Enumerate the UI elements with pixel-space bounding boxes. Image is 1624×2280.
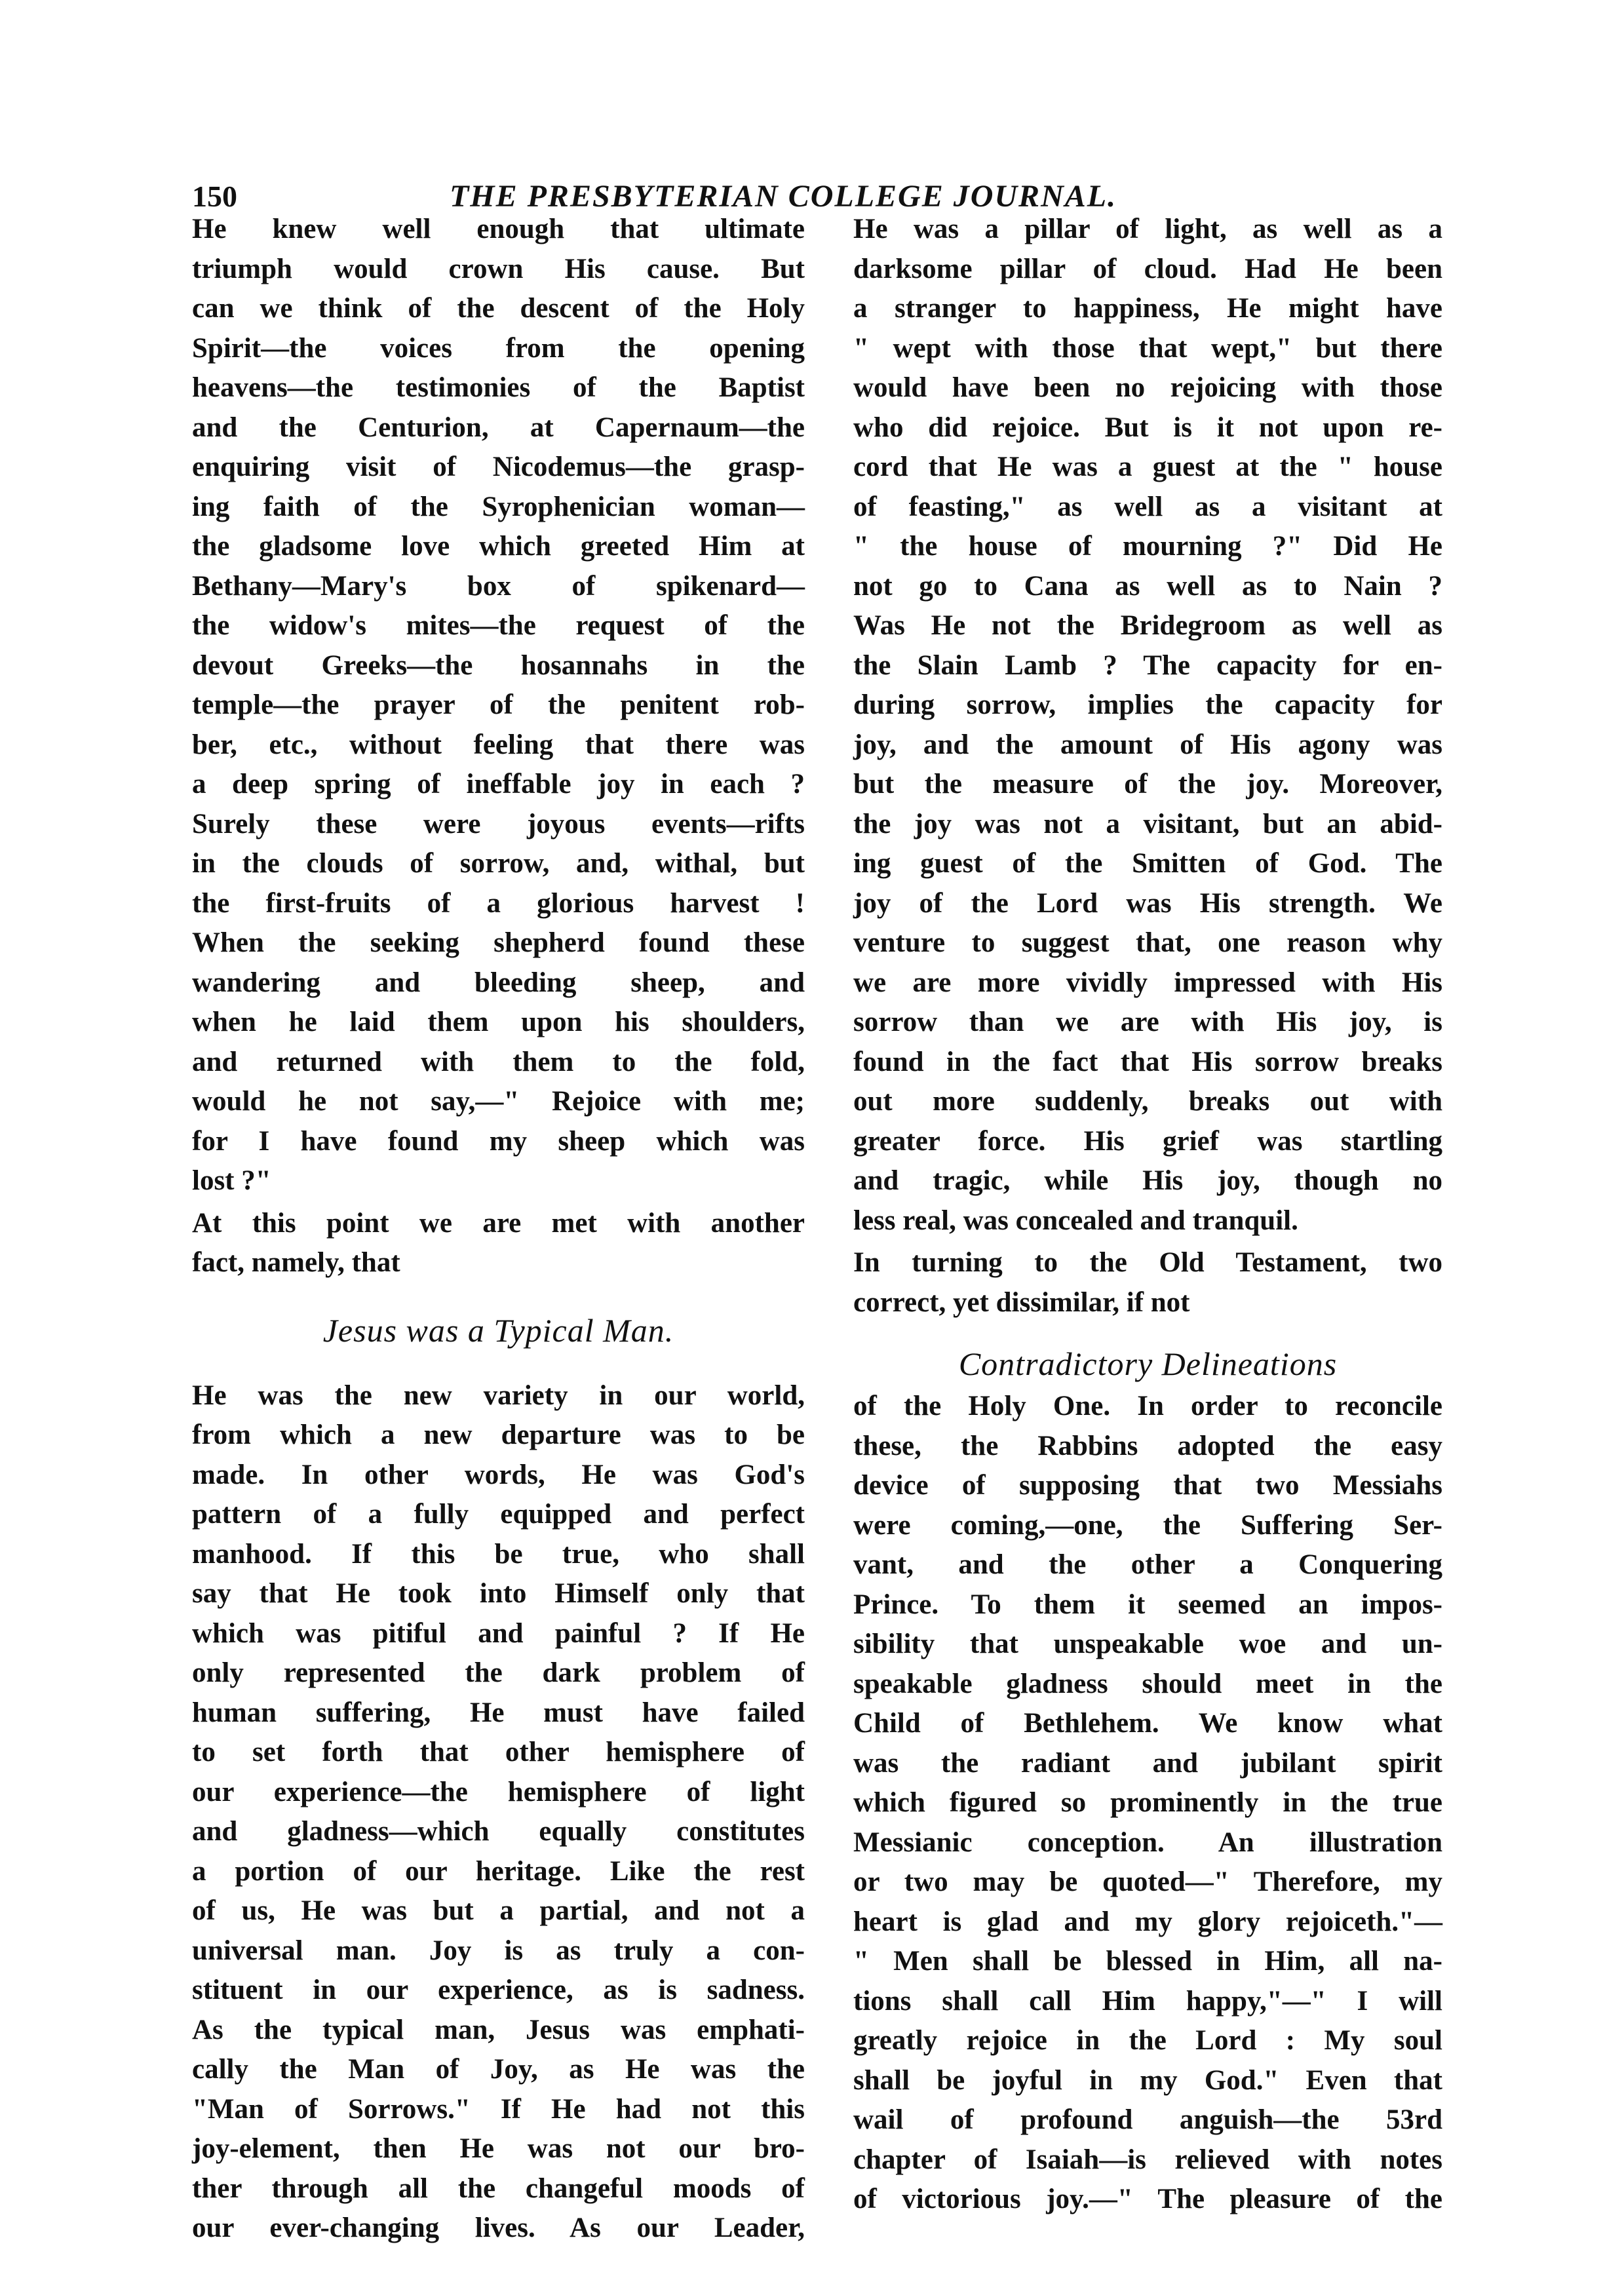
text-line: Was He not the Bridegroom as well as	[853, 610, 1442, 641]
text-line: joy of the Lord was His strength. We	[853, 887, 1442, 919]
right-column	[853, 210, 1442, 2222]
text-line: wandering and bleeding sheep, and	[192, 967, 805, 998]
text-line: sibility that unspeakable woe and un-	[853, 1629, 1442, 1659]
page-number: 150	[192, 180, 237, 213]
text-line: would have been no rejoicing with those	[853, 372, 1442, 403]
text-line: during sorrow, implies the capacity for	[853, 689, 1442, 720]
text-line: sorrow than we are with His joy, is	[853, 1007, 1442, 1037]
text-line: When the seeking shepherd found these	[192, 927, 805, 958]
text-line: and returned with them to the fold,	[192, 1046, 805, 1077]
left-column	[192, 210, 805, 2251]
text-line: these, the Rabbins adopted the easy	[853, 1430, 1442, 1461]
text-line: correct, yet dissimilar, if not	[853, 1286, 1190, 1318]
text-line: the widow's mites—the request of the	[192, 610, 805, 641]
text-line: manhood. If this be true, who shall	[192, 1538, 805, 1570]
text-line: device of supposing that two Messiahs	[853, 1470, 1442, 1501]
text-line: who did rejoice. But is it not upon re-	[853, 412, 1442, 443]
paragraph	[853, 210, 1442, 1241]
text-line: venture to suggest that, one reason why	[853, 927, 1442, 958]
section-heading: Contradictory Delineations	[958, 1345, 1338, 1382]
text-line: tions shall call Him happy,"—" I will	[853, 1985, 1442, 2017]
text-line: the joy was not a visitant, but an abid-	[853, 808, 1442, 840]
text-line: only represented the dark problem of	[192, 1657, 805, 1688]
text-line: At this point we are met with another	[192, 1207, 805, 1239]
text-line: In turning to the Old Testament, two	[853, 1247, 1442, 1278]
text-line: heart is glad and my glory rejoiceth."—	[853, 1906, 1442, 1937]
text-line: chapter of Isaiah—is relieved with notes	[853, 2144, 1442, 2175]
text-line: and tragic, while His joy, though no	[853, 1165, 1442, 1196]
text-line: Surely these were joyous events—rifts	[192, 808, 805, 840]
text-line: in the clouds of sorrow, and, withal, but	[192, 848, 805, 879]
text-line: heavens—the testimonies of the Baptist	[192, 372, 805, 403]
text-line: ing guest of the Smitten of God. The	[853, 848, 1442, 879]
text-line: pattern of a fully equipped and perfect	[192, 1499, 805, 1530]
running-title: THE PRESBYTERIAN COLLEGE JOURNAL.	[449, 179, 1117, 214]
text-line: when he laid them upon his shoulders,	[192, 1007, 805, 1037]
text-line: our ever-changing lives. As our Leader,	[192, 2212, 805, 2243]
text-line: the first-fruits of a glorious harvest !	[192, 887, 805, 919]
section-heading: Jesus was a Typical Man.	[322, 1311, 674, 1349]
text-line: which figured so prominently in the true	[853, 1787, 1442, 1818]
text-line: temple—the prayer of the penitent rob-	[192, 689, 805, 720]
text-line: Spirit—the voices from the opening	[192, 332, 805, 364]
text-line: As the typical man, Jesus was emphati-	[192, 2014, 805, 2045]
text-line: found in the fact that His sorrow breaks	[853, 1046, 1442, 1077]
text-line: the gladsome love which greeted Him at	[192, 531, 805, 562]
text-line: and the Centurion, at Capernaum—the	[192, 412, 805, 443]
text-line: of feasting," as well as a visitant at	[853, 491, 1442, 522]
text-line: He was the new variety in our world,	[192, 1380, 805, 1411]
text-line: greater force. His grief was startling	[853, 1125, 1442, 1157]
text-line: out more suddenly, breaks out with	[853, 1086, 1442, 1117]
text-line: devout Greeks—the hosannahs in the	[192, 649, 805, 681]
text-line: enquiring visit of Nicodemus—the grasp-	[192, 452, 805, 482]
paragraph	[853, 1387, 1442, 2220]
text-line: joy, and the amount of His agony was	[853, 729, 1442, 760]
text-line: universal man. Joy is as truly a con-	[192, 1935, 805, 1966]
text-line: triumph would crown His cause. But	[192, 253, 805, 284]
text-line: or two may be quoted—" Therefore, my	[853, 1866, 1442, 1897]
text-line: a stranger to happiness, He might have	[853, 293, 1442, 324]
text-line: which was pitiful and painful ? If He	[192, 1617, 805, 1649]
text-line: and gladness—which equally constitutes	[192, 1816, 805, 1847]
text-line: Child of Bethlehem. We know what	[853, 1708, 1442, 1739]
text-line: a portion of our heritage. Like the rest	[192, 1855, 805, 1887]
text-line: ber, etc., without feeling that there was	[192, 729, 805, 760]
text-line: was the radiant and jubilant spirit	[853, 1747, 1442, 1779]
text-line: our experience—the hemisphere of light	[192, 1776, 805, 1807]
text-line: Prince. To them it seemed an impos-	[853, 1589, 1442, 1620]
text-line: Bethany—Mary's box of spikenard—	[192, 570, 805, 602]
paragraph	[192, 1376, 805, 2249]
text-line: say that He took into Himself only that	[192, 1578, 805, 1609]
text-line: vant, and the other a Conquering	[853, 1549, 1442, 1580]
text-line: we are more vividly impressed with His	[853, 967, 1442, 998]
text-line: less real, was concealed and tranquil.	[853, 1205, 1298, 1236]
text-line: " the house of mourning ?" Did He	[853, 531, 1442, 562]
text-line: to set forth that other hemisphere of	[192, 1737, 805, 1768]
text-line: made. In other words, He was God's	[192, 1459, 805, 1490]
text-line: He knew well enough that ultimate	[192, 214, 805, 244]
text-line: " wept with those that wept," but there	[853, 332, 1442, 364]
text-line: stituent in our experience, as is sadness.	[192, 1975, 805, 2005]
text-line: for I have found my sheep which was	[192, 1125, 805, 1157]
text-line: He was a pillar of light, as well as a	[853, 214, 1442, 244]
text-line: ing faith of the Syrophenician woman—	[192, 491, 805, 522]
text-line: Messianic conception. An illustration	[853, 1826, 1442, 1858]
text-line: cally the Man of Joy, as He was the	[192, 2054, 805, 2085]
text-line: "Man of Sorrows." If He had not this	[192, 2093, 805, 2125]
paragraph	[192, 1204, 805, 1283]
text-line: " Men shall be blessed in Him, all na-	[853, 1946, 1442, 1977]
text-line: darksome pillar of cloud. Had He been	[853, 253, 1442, 284]
text-line: not go to Cana as well as to Nain ?	[853, 570, 1442, 602]
text-line: fact, namely, that	[192, 1247, 400, 1278]
text-line: of victorious joy.—" The pleasure of the	[853, 2184, 1442, 2214]
text-line: ther through all the changeful moods of	[192, 2173, 805, 2204]
text-line: would he not say,—" Rejoice with me;	[192, 1086, 805, 1117]
text-line: cord that He was a guest at the " house	[853, 452, 1442, 482]
text-line: lost ?"	[192, 1165, 271, 1196]
text-line: of us, He was but a partial, and not a	[192, 1895, 805, 1926]
text-line: speakable gladness should meet in the	[853, 1668, 1442, 1699]
text-line: but the measure of the joy. Moreover,	[853, 769, 1442, 800]
text-line: of the Holy One. In order to reconcile	[853, 1391, 1442, 1421]
text-line: greatly rejoice in the Lord : My soul	[853, 2025, 1442, 2056]
text-line: from which a new departure was to be	[192, 1420, 805, 1450]
paragraph	[192, 210, 805, 1201]
text-line: joy-element, then He was not our bro-	[192, 2133, 805, 2164]
text-line: wail of profound anguish—the 53rd	[853, 2104, 1442, 2135]
text-line: the Slain Lamb ? The capacity for en-	[853, 649, 1442, 681]
text-line: can we think of the descent of the Holy	[192, 293, 805, 324]
paragraph	[853, 1243, 1442, 1323]
text-line: were coming,—one, the Suffering Ser-	[853, 1509, 1442, 1541]
text-line: human suffering, He must have failed	[192, 1697, 805, 1728]
text-line: shall be joyful in my God." Even that	[853, 2064, 1442, 2096]
text-line: a deep spring of ineffable joy in each ?	[192, 769, 805, 800]
